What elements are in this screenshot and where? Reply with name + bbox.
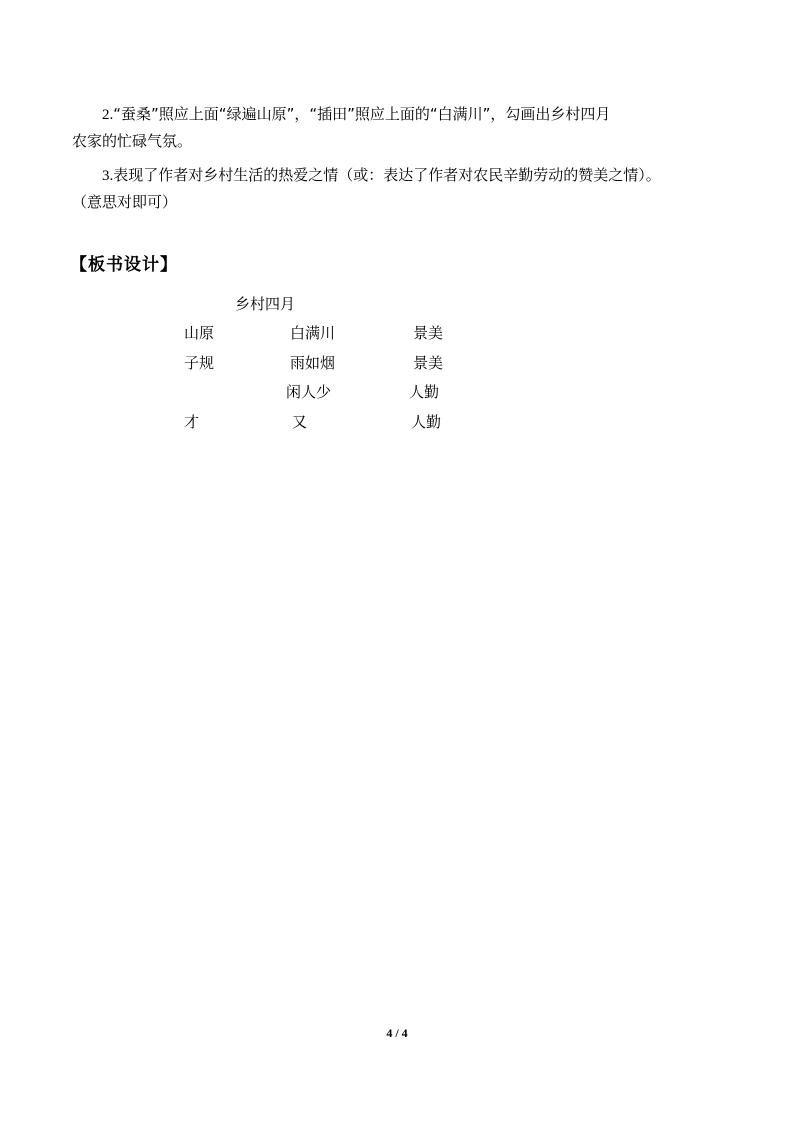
board-row-4-col-3: 人勤 bbox=[411, 413, 442, 431]
board-row-2-col-1: 子规 bbox=[184, 354, 215, 372]
answer-3-text: 表现了作者对乡村生活的热爱之情（或：表达了作者对农民辛勤劳动的赞美之情）。 bbox=[113, 166, 661, 184]
answer-2-text: “蚕桑”照应上面“绿遍山原”，“插田”照应上面的“白满川”，勾画出乡村四月 bbox=[113, 105, 611, 123]
board-title: 乡村四月 bbox=[235, 295, 296, 313]
page-number: 4 / 4 bbox=[386, 1026, 408, 1040]
board-row-1-col-2: 白满川 bbox=[290, 324, 336, 342]
board-design-heading: 【板书设计】 bbox=[70, 255, 178, 275]
board-row-2-col-2: 雨如烟 bbox=[290, 354, 336, 372]
answer-2-line-1 bbox=[72, 101, 722, 129]
answer-2-number: 2. bbox=[102, 107, 114, 123]
answer-3-number: 3. bbox=[102, 168, 114, 184]
board-row-2-col-3: 景美 bbox=[413, 354, 444, 372]
board-row-4-col-1: 才 bbox=[184, 413, 200, 431]
board-row-3-col-2: 闲人少 bbox=[286, 383, 332, 401]
board-row-4-col-2: 又 bbox=[292, 413, 308, 431]
answer-3-line-2: （意思对即可） bbox=[72, 193, 178, 211]
answer-3-line-1 bbox=[72, 162, 722, 190]
answer-2-line-2: 农家的忙碌气氛。 bbox=[72, 132, 193, 150]
board-row-1-col-1: 山原 bbox=[184, 324, 215, 342]
board-row-3-col-3: 人勤 bbox=[409, 383, 440, 401]
board-row-1-col-3: 景美 bbox=[413, 324, 444, 342]
